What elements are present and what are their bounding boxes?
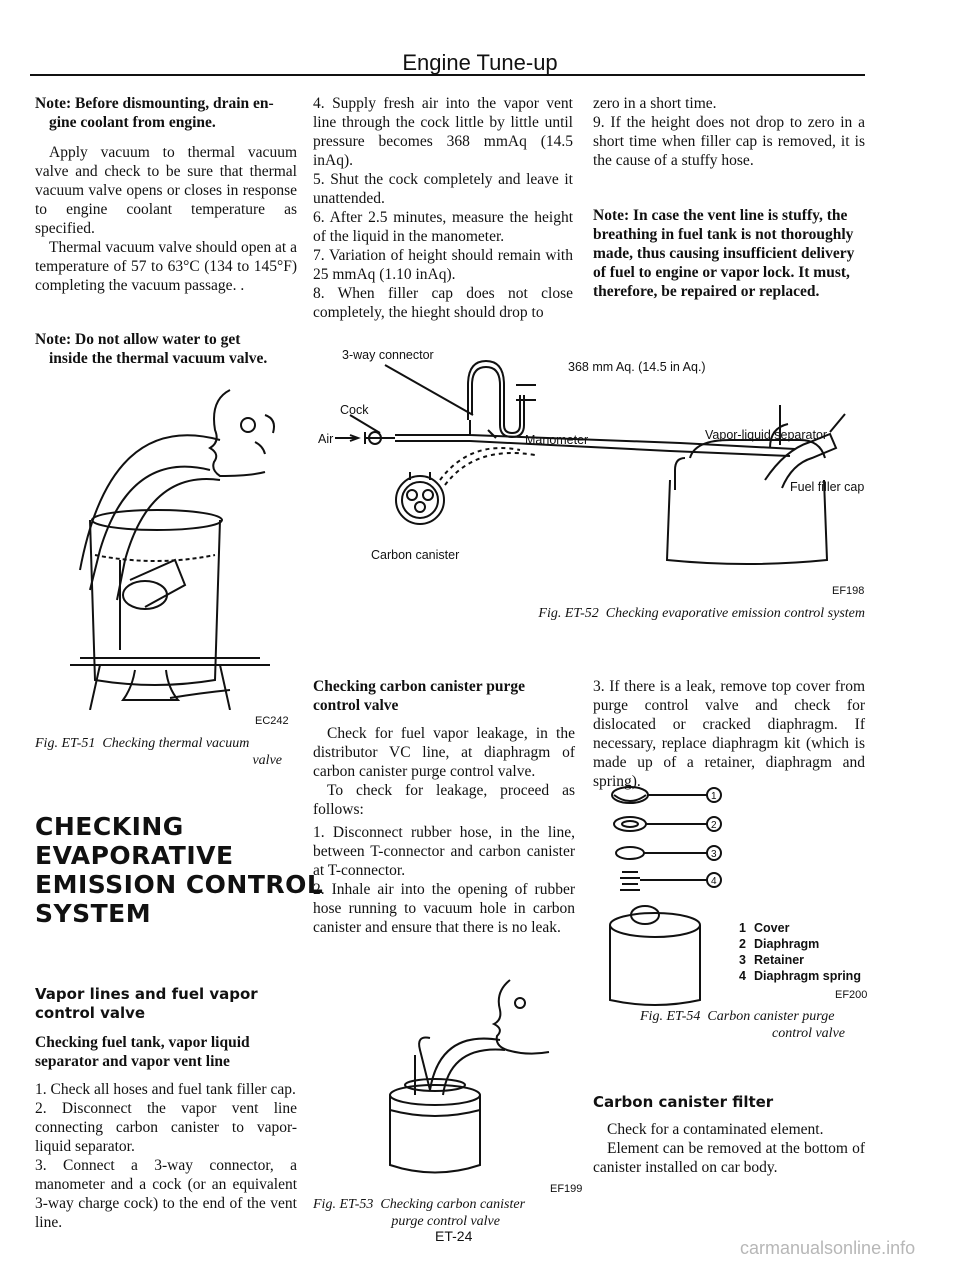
label-fuel-filler-cap: Fuel filler cap	[790, 480, 865, 494]
fig52-number: Fig. ET-52	[538, 606, 599, 621]
section-title	[35, 812, 323, 928]
part-item-cover: 1 Cover	[739, 921, 790, 935]
step-8-filler-cap: 8. When filler cap does not close completely, the hieght should drop to	[313, 285, 573, 321]
fig53-title-a: Checking carbon canister	[380, 1197, 526, 1212]
fig53-title-b: purge control valve	[391, 1214, 500, 1229]
col1-para-block	[35, 143, 297, 295]
step-3-connect: 3. Connect a 3-way connector, a manometer and a cock (or an equivalent 3-way charge cock) to the end of the vent line.	[35, 1157, 297, 1231]
thermal-vacuum-valve-illustration	[60, 380, 300, 710]
fig54-title-a: Carbon canister purge	[707, 1009, 835, 1024]
subsub-line2: separator and vapor vent line	[35, 1053, 230, 1070]
step-5-shut-cock: 5. Shut the cock completely and leave it unattended.	[313, 171, 573, 207]
fig52-code: EF198	[832, 585, 865, 597]
step-3-leak-diaphragm: 3. If there is a leak, remove top cover from purge control valve and check for dislocated or cracked diaphragm. If necessary, replace diaphragm kit (which is made up of a retainer, diaphragm and spring).	[593, 678, 865, 790]
col3-step3	[593, 677, 865, 791]
note-drain-coolant	[35, 94, 300, 132]
note2-line1: Note: Do not allow water to get	[35, 331, 241, 348]
fig51-title-a: Checking thermal vacuum	[102, 736, 250, 751]
note2-line2: inside the thermal vacuum valve.	[49, 350, 268, 367]
page-number: ET-24	[435, 1228, 473, 1244]
page-header: Engine Tune-up	[402, 50, 558, 75]
part-item-diaphragm-spring: 4 Diaphragm spring	[739, 969, 861, 983]
note-water	[35, 330, 300, 368]
subsub-purge-control-valve	[313, 677, 525, 715]
label-cock: Cock	[340, 403, 369, 417]
callout-2: 2	[711, 820, 717, 831]
para-contaminated: Check for a contaminated element.	[607, 1121, 824, 1138]
para-apply-vacuum: Apply vacuum to thermal vacuum valve and check to be sure that thermal vacuum valve opens or closes in response to engine coolant temperature as specified.	[35, 144, 297, 237]
fig54-title-b: control valve	[772, 1026, 845, 1041]
step-7-variation: 7. Variation of height should remain with 25 mmAq (1.10 inAq).	[313, 247, 573, 283]
section-title-line3: EMISSION CONTROL	[35, 870, 324, 899]
subsub-checking-fuel-tank	[35, 1033, 250, 1071]
fig51-title-b: valve	[252, 753, 282, 768]
note1-line2: gine coolant from engine.	[49, 114, 216, 131]
label-3way-connector: 3-way connector	[342, 348, 434, 362]
fig54-number: Fig. ET-54	[640, 1009, 701, 1024]
part-item-diaphragm: 2 Diaphragm	[739, 937, 820, 951]
label-carbon-canister: Carbon canister	[371, 548, 460, 562]
step-9-height: 9. If the height does not drop to zero in a short time when filler cap is removed, it is the cause of a stuffy hose.	[593, 114, 865, 169]
part-item-retainer: 3 Retainer	[739, 953, 805, 967]
subhead-vapor-lines	[35, 985, 258, 1023]
callout-4: 4	[711, 876, 717, 887]
step-6-measure: 6. After 2.5 minutes, measure the height of the liquid in the manometer.	[313, 209, 573, 245]
subsub-purge-line2: control valve	[313, 697, 399, 714]
note-vent-line-stuffy	[593, 206, 865, 301]
note-vent-line-text: Note: In case the vent line is stuffy, the breathing in fuel tank is not thoroughly made, thus causing insufficient delivery of fuel to engine or vapor lock. It must, therefore, be repaired or replaced.	[593, 207, 855, 300]
label-368mm: 368 mm Aq. (14.5 in Aq.)	[568, 360, 706, 374]
section-title-line2: EVAPORATIVE	[35, 841, 234, 870]
col2-bottom-text	[313, 724, 575, 937]
label-manometer: Manometer	[525, 433, 589, 447]
step-1-check-hoses: 1. Check all hoses and fuel tank filler cap.	[35, 1081, 296, 1098]
col2-steps-top	[313, 94, 573, 322]
col3-filter-text	[593, 1120, 865, 1177]
step-1-disconnect-hose: 1. Disconnect rubber hose, in the line, between T-connector and carbon canister at T-connector.	[313, 824, 575, 879]
step-2-disconnect: 2. Disconnect the vapor vent line connecting carbon canister to vapor-liquid separator.	[35, 1100, 297, 1155]
step-4-supply-air: 4. Supply fresh air into the vapor vent line through the cock little by little until pressure becomes 368 mmAq (14.5 inAq).	[313, 95, 573, 169]
canister-purge-check-illustration	[370, 975, 560, 1180]
section-title-line1: CHECKING	[35, 812, 184, 841]
fig51-number: Fig. ET-51	[35, 736, 96, 751]
subhead-line1: Vapor lines and fuel vapor	[35, 985, 258, 1003]
para-valve-open-temp: Thermal vacuum valve should open at a temperature of 57 to 63°C (134 to 145°F) completing the vacuum passage. .	[35, 239, 297, 294]
watermark: carmanualsonline.info	[740, 1238, 916, 1258]
col3-top	[593, 94, 865, 170]
fig53-number: Fig. ET-53	[313, 1197, 374, 1212]
parts-list	[730, 920, 861, 984]
para-proceed: To check for leakage, proceed as follows:	[313, 782, 575, 818]
fig53-caption	[313, 1196, 578, 1230]
para-check-leakage: Check for fuel vapor leakage, in the distributor VC line, at diaphragm of carbon canister purge control valve.	[313, 725, 575, 780]
label-vapor-liquid-separator: Vapor-liquid separator	[705, 428, 828, 442]
fig52-caption	[480, 605, 865, 622]
fig51-code: EC242	[255, 715, 289, 727]
step-2-inhale-air: 2. Inhale air into the opening of rubber hose running to vacuum hole in carbon canister and ensure that there is no leak.	[313, 881, 575, 936]
subhead-carbon-canister-filter: Carbon canister filter	[593, 1093, 774, 1111]
callout-1: 1	[711, 791, 717, 802]
subsub-line1: Checking fuel tank, vapor liquid	[35, 1034, 250, 1051]
fig51-caption	[35, 735, 300, 769]
fig54-caption	[640, 1008, 865, 1042]
fig52-title: Checking evaporative emission control system	[605, 606, 865, 621]
para-element-removed: Element can be removed at the bottom of canister installed on car body.	[593, 1140, 865, 1176]
callout-3: 3	[711, 849, 717, 860]
fig54-code: EF200	[835, 989, 868, 1001]
purge-control-valve-exploded-illustration	[600, 780, 730, 1010]
section-title-line4: SYSTEM	[35, 899, 152, 928]
step-8-continued: zero in a short time.	[593, 95, 717, 112]
subsub-purge-line1: Checking carbon canister purge	[313, 678, 525, 695]
note1-line1: Note: Before dismounting, drain en-	[35, 95, 274, 112]
header-rule	[30, 74, 865, 76]
label-air: Air	[318, 432, 334, 446]
col1-steps	[35, 1080, 297, 1232]
subhead-line2: control valve	[35, 1004, 146, 1022]
fig53-code: EF199	[550, 1183, 583, 1195]
